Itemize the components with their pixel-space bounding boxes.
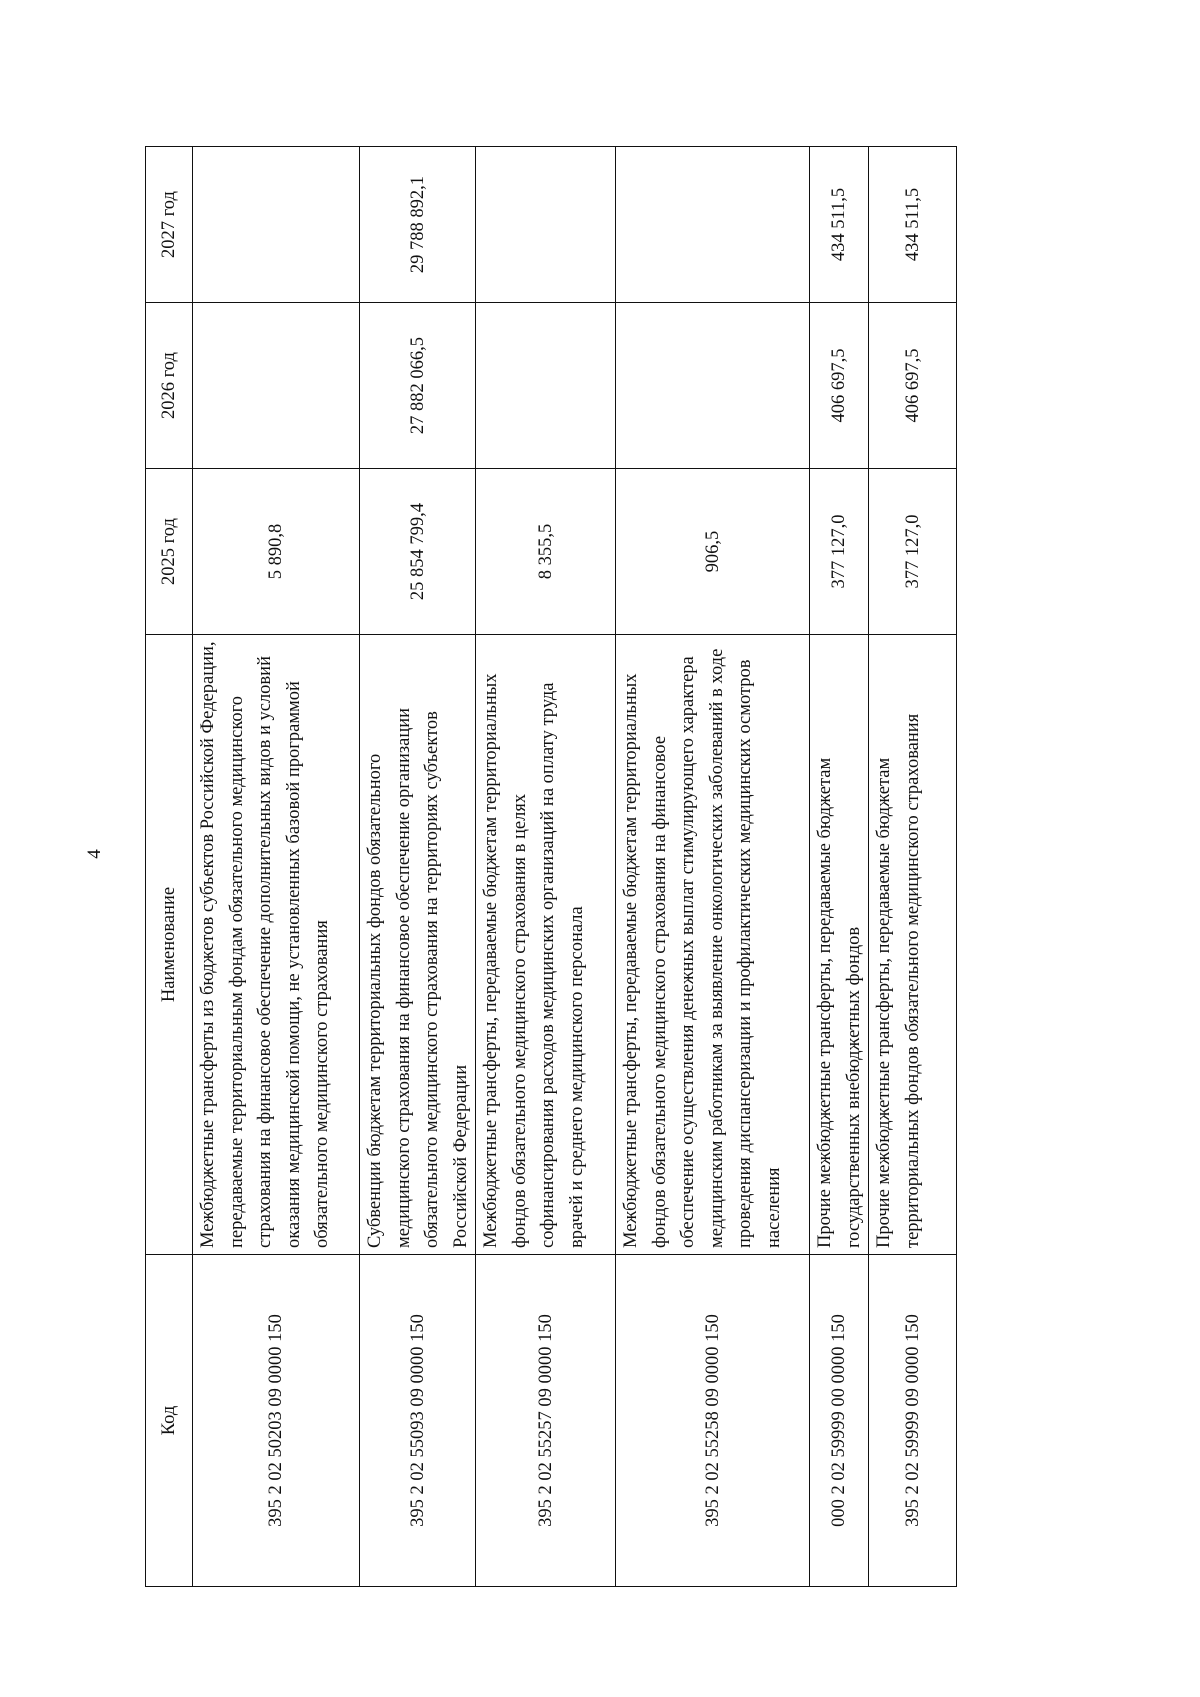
row-name: Межбюджетные трансферты, передаваемые бюджетам территориальных фондов обязательного медицинского страхования на финансовое обеспечение осуществления денежных выплат стимулирующего характера медицинским работникам за выявление онкологических заболеваний в ходе проведения диспансеризации и профилактических медицинских осмотров населения	[616, 635, 810, 1255]
row-code: 395 2 02 55257 09 0000 150	[476, 1255, 616, 1587]
row-value-2026: 406 697,5	[869, 303, 957, 469]
row-value-2026	[476, 303, 616, 469]
header-2027: 2027 год	[146, 147, 193, 303]
header-name: Наименование	[146, 635, 193, 1255]
header-2025: 2025 год	[146, 469, 193, 635]
table-row	[193, 147, 360, 1587]
row-value-2027: 434 511,5	[869, 147, 957, 303]
row-value-2025: 906,5	[616, 469, 810, 635]
table-header-row	[146, 147, 193, 1587]
page-number: 4	[84, 849, 105, 859]
row-value-2025: 5 890,8	[193, 469, 360, 635]
row-name: Межбюджетные трансферты из бюджетов субъектов Российской Федерации, передаваемые территориальным фондам обязательного медицинского страхования на финансовое обеспечение дополнительных видов и условий оказания медицинской помощи, не установленных базовой программой обязательного медицинского страхования	[193, 635, 360, 1255]
row-code: 395 2 02 55258 09 0000 150	[616, 1255, 810, 1587]
row-value-2027: 434 511,5	[810, 147, 869, 303]
row-name: Межбюджетные трансферты, передаваемые бюджетам территориальных фондов обязательного медицинского страхования в целях софинансирования расходов медицинских организаций на оплату труда врачей и среднего медицинского персонала	[476, 635, 616, 1255]
row-value-2027	[193, 147, 360, 303]
table-row	[476, 147, 616, 1587]
row-value-2026	[616, 303, 810, 469]
row-name: Субвенции бюджетам территориальных фондов обязательного медицинского страхования на финансовое обеспечение организации обязательного медицинского страхования на территориях субъектов Российской Федерации	[360, 635, 476, 1255]
row-value-2025: 377 127,0	[810, 469, 869, 635]
row-value-2027: 29 788 892,1	[360, 147, 476, 303]
row-value-2025: 25 854 799,4	[360, 469, 476, 635]
row-code: 395 2 02 59999 09 0000 150	[869, 1255, 957, 1587]
table-container	[145, 147, 953, 1587]
header-code: Код	[146, 1255, 193, 1587]
table-row	[869, 147, 957, 1587]
row-code: 000 2 02 59999 00 0000 150	[810, 1255, 869, 1587]
row-name: Прочие межбюджетные трансферты, передаваемые бюджетам государственных внебюджетных фондов	[810, 635, 869, 1255]
row-value-2027	[476, 147, 616, 303]
row-value-2026: 406 697,5	[810, 303, 869, 469]
header-2026: 2026 год	[146, 303, 193, 469]
table-row	[616, 147, 810, 1587]
revenue-table	[145, 146, 957, 1587]
row-value-2025: 377 127,0	[869, 469, 957, 635]
row-value-2026: 27 882 066,5	[360, 303, 476, 469]
row-code: 395 2 02 50203 09 0000 150	[193, 1255, 360, 1587]
row-name: Прочие межбюджетные трансферты, передаваемые бюджетам территориальных фондов обязательного медицинского страхования	[869, 635, 957, 1255]
row-value-2025: 8 355,5	[476, 469, 616, 635]
row-value-2026	[193, 303, 360, 469]
table-row	[810, 147, 869, 1587]
row-value-2027	[616, 147, 810, 303]
table-row	[360, 147, 476, 1587]
row-code: 395 2 02 55093 09 0000 150	[360, 1255, 476, 1587]
